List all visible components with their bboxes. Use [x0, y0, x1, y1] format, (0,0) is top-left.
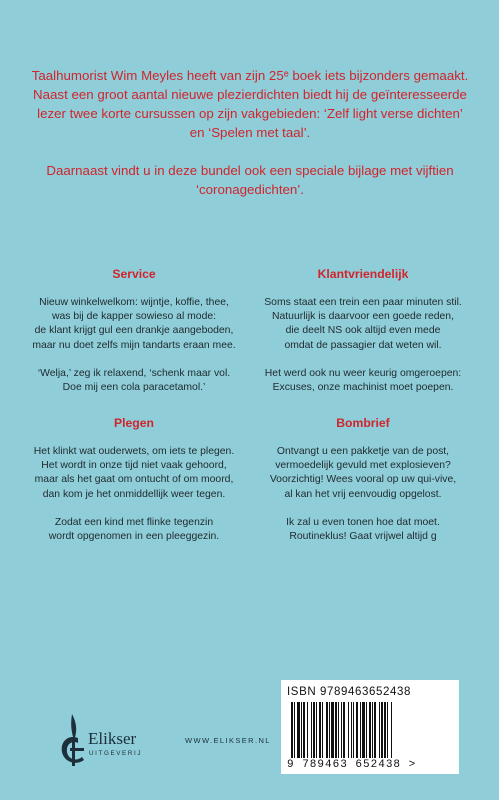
poem-stanza-1: Nieuw winkelwelkom: wijntje, koffie, thee, was bij de kapper sowieso al mode: de klant krijgt gul een drankje aangeboden, maar nu doet zelfs mijn tandarts eraan mee. — [32, 297, 236, 351]
isbn-label: ISBN 9789463652438 — [287, 686, 411, 698]
poem-title: Klantvriendelijk — [317, 267, 409, 281]
quill-emblem-icon — [56, 712, 90, 772]
intro-paragraph-1: Taalhumorist Wim Meyles heeft van zijn 25ᵉ boek iets bijzonders gemaakt. Naast een groot aantal nieuwe plezierdichten biedt hij de geïnteresseerde lezer twee korte cursussen op zijn vakgebieden: ‘Zelf light verse dichten’ en ‘Spelen met taal’. — [31, 68, 469, 140]
poem-stanza-2: Ik zal u even tonen hoe dat moet. Routineklus! Gaat vrijwel altijd g — [286, 516, 440, 543]
poem-title: Plegen — [114, 416, 154, 430]
intro-paragraph-2: Daarnaast vindt u in deze bundel ook een speciale bijlage met vijftien ‘coronagedichten’. — [46, 163, 454, 197]
poem-stanza-2: Zodat een kind met flinke tegenzin wordt opgenomen in een pleeggezin. — [48, 516, 220, 543]
poem-stanza-2: ‘Welja,’ zeg ik relaxend, ‘schenk maar vol. Doe mij een cola paracetamol.’ — [37, 367, 231, 394]
isbn-digits: 9 789463 652438 > — [287, 759, 417, 771]
poem-stanza-2: Het werd ook nu weer keurig omgeroepen: Excuses, onze machinist moet poepen. — [264, 367, 462, 394]
poem-title: Service — [112, 267, 156, 281]
intro-text — [30, 66, 470, 199]
poem-service — [28, 266, 240, 395]
publisher-logo — [56, 712, 176, 772]
poem-stanza-1: Het klinkt wat ouderwets, om iets te plegen. Het wordt in onze tijd niet vaak gehoord, maar als het gaat om ontucht of om moord, dan kom je het onmiddellijk weer tegen. — [33, 446, 235, 500]
publisher-name: Elikser — [88, 729, 137, 748]
poem-stanza-1: Ontvangt u een pakketje van de post, vermoedelijk gevuld met explosieven? Voorzichtig! Wees vooral op uw qui-vive, al kan het vrij eenvoudig opgelost. — [269, 446, 457, 500]
isbn-barcode — [281, 680, 459, 774]
poem-stanza-1: Soms staat een trein een paar minuten stil. Natuurlijk is daarvoor een goede reden, die deelt NS ook altijd even mede omdat de passagier dat weten wil. — [264, 297, 462, 351]
publisher-subtitle: UITGEVERIJ — [89, 750, 143, 757]
poem-bombrief — [257, 415, 469, 544]
poem-title: Bombrief — [336, 416, 390, 430]
publisher-url: WWW.ELIKSER.NL — [185, 736, 271, 745]
poem-plegen — [28, 415, 240, 544]
poem-klantvriendelijk — [257, 266, 469, 395]
barcode-bars — [287, 702, 453, 758]
